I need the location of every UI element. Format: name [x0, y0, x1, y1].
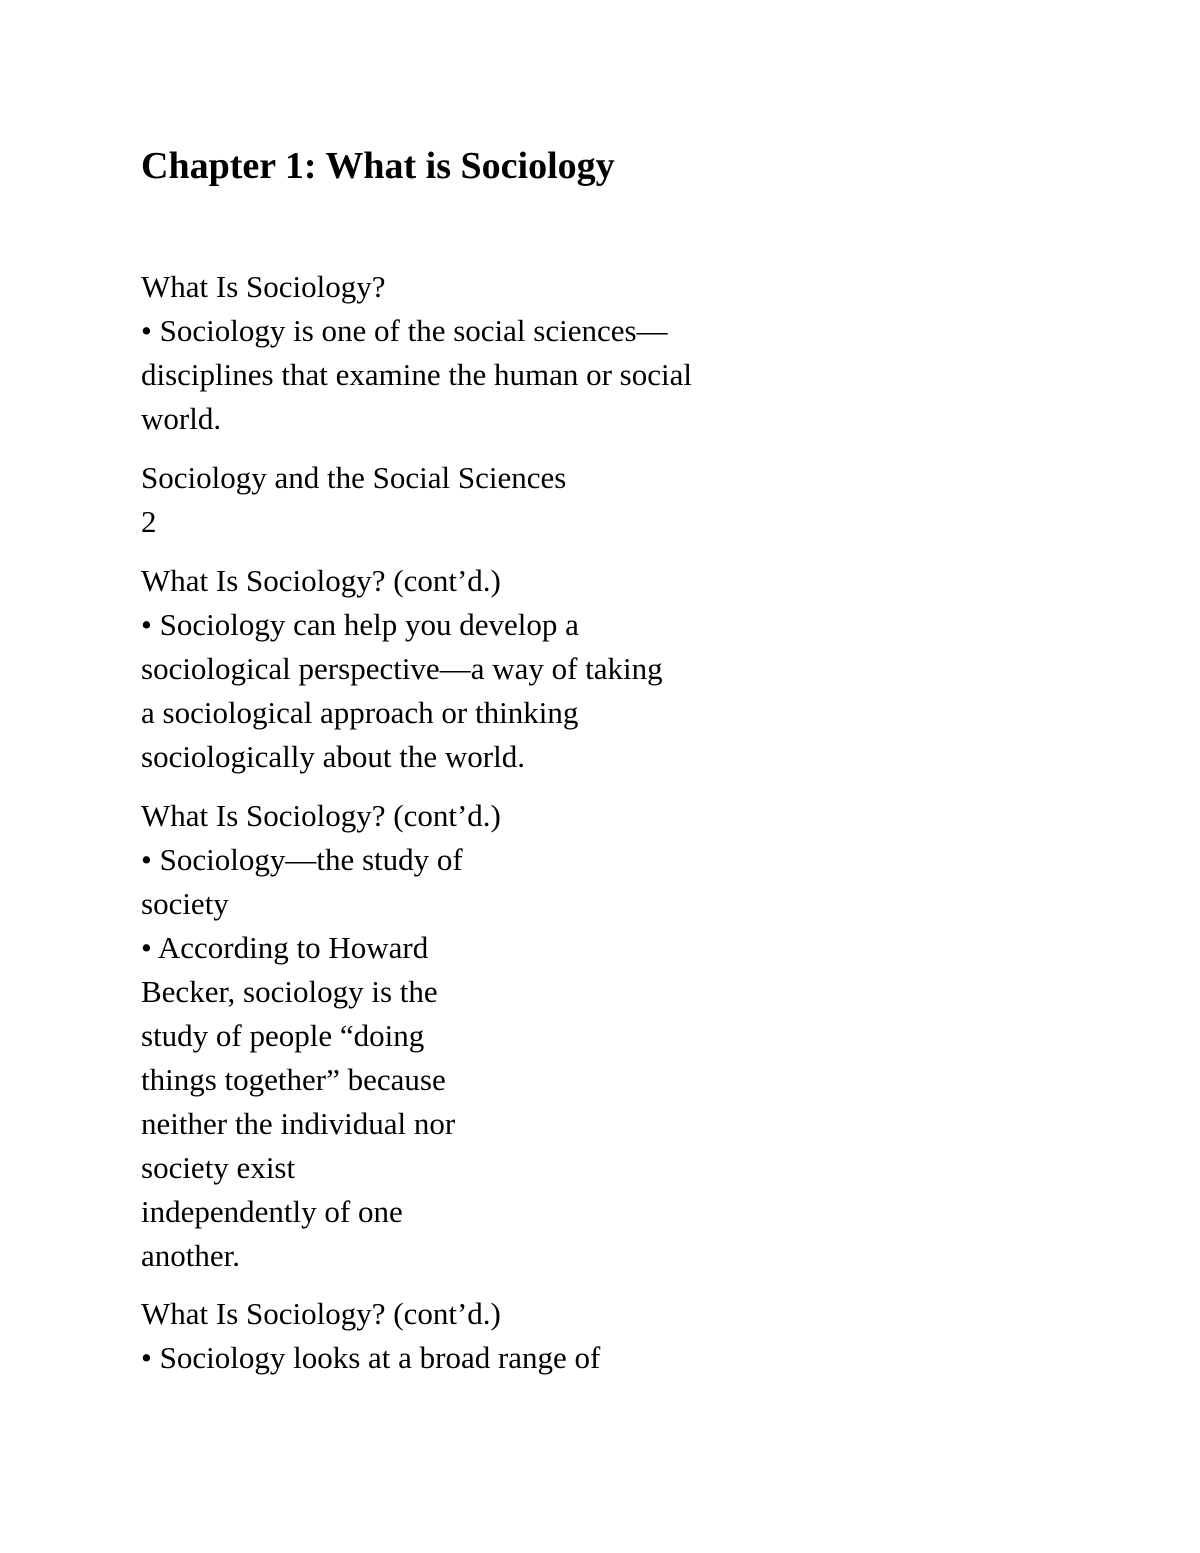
- section-heading: Sociology and the Social Sciences: [141, 460, 567, 495]
- body-line: • According to Howard: [141, 930, 429, 965]
- body-line: independently of one: [141, 1194, 403, 1229]
- section-heading: What Is Sociology?: [141, 269, 386, 304]
- body-line: • Sociology looks at a broad range of: [141, 1340, 601, 1375]
- body-line: disciplines that examine the human or social: [141, 357, 692, 392]
- body-line: • Sociology is one of the social sciences—: [141, 313, 668, 348]
- body-line: sociological perspective—a way of taking: [141, 651, 663, 686]
- body-line: world.: [141, 401, 222, 436]
- slide-number: 2: [141, 504, 157, 539]
- body-line: another.: [141, 1238, 240, 1273]
- body-line: things together” because: [141, 1062, 446, 1097]
- section-heading: What Is Sociology? (cont’d.): [141, 1296, 501, 1331]
- body-line: • Sociology can help you develop a: [141, 607, 579, 642]
- body-line: neither the individual nor: [141, 1106, 456, 1141]
- body-line: society exist: [141, 1150, 296, 1185]
- body-line: study of people “doing: [141, 1018, 425, 1053]
- body-line: a sociological approach or thinking: [141, 695, 579, 730]
- section-heading: What Is Sociology? (cont’d.): [141, 798, 501, 833]
- chapter-title: Chapter 1: What is Sociology: [141, 145, 615, 187]
- section-heading: What Is Sociology? (cont’d.): [141, 563, 501, 598]
- body-line: • Sociology—the study of: [141, 842, 463, 877]
- body-line: Becker, sociology is the: [141, 974, 438, 1009]
- body-line: sociologically about the world.: [141, 739, 525, 774]
- body-line: society: [141, 886, 229, 921]
